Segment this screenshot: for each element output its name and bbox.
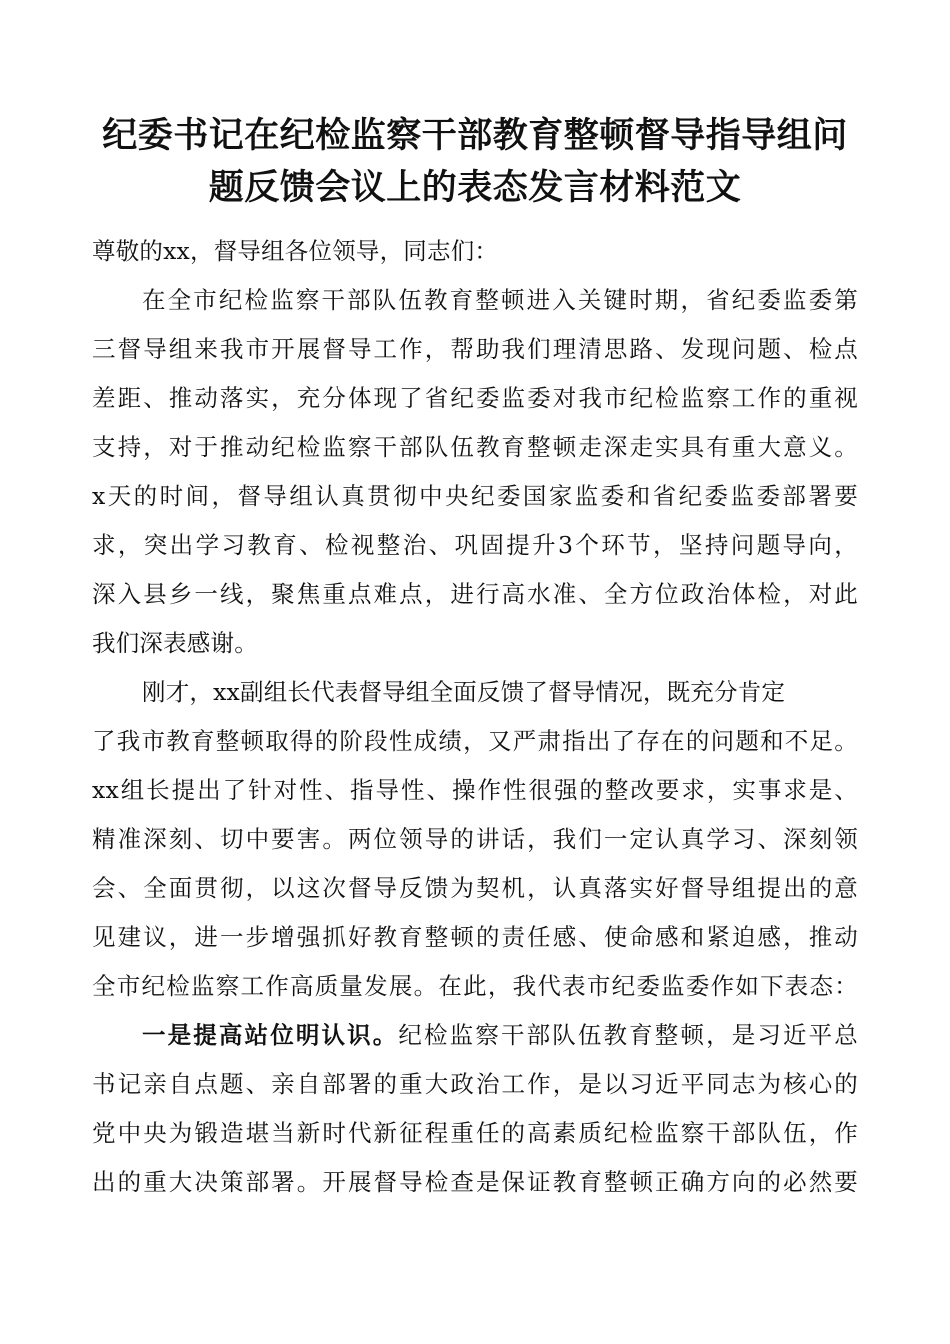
paragraph-line: x天的时间，督导组认真贯彻中央纪委国家监委和省纪委监委部署要 xyxy=(92,482,858,510)
paragraph-line: 出的重大决策部署。开展督导检查是保证教育整顿正确方向的必然要 xyxy=(92,1168,858,1196)
paragraph-line: 会、全面贯彻，以这次督导反馈为契机，认真落实好督导组提出的意 xyxy=(92,874,858,902)
paragraph-1 xyxy=(92,276,858,668)
paragraph-lead-rest: 纪检监察干部队伍教育整顿，是习近平总 xyxy=(398,1021,858,1049)
paragraph-2 xyxy=(92,668,858,1011)
paragraph-line: 了我市教育整顿取得的阶段性成绩，又严肃指出了存在的问题和不足。 xyxy=(92,727,858,755)
document-body xyxy=(92,227,858,1207)
paragraph-lead-heading: 一是提高站位明认识。 xyxy=(142,1021,399,1049)
paragraph-line: 见建议，进一步增强抓好教育整顿的责任感、使命感和紧迫感，推动 xyxy=(92,923,858,951)
paragraph-line: 在全市纪检监察干部队伍教育整顿进入关键时期，省纪委监委第 xyxy=(142,286,858,314)
title-line-1: 纪委书记在纪检监察干部教育整顿督导指导组问 xyxy=(102,116,848,156)
paragraph-line: 书记亲自点题、亲自部署的重大政治工作，是以习近平同志为核心的 xyxy=(92,1070,858,1098)
paragraph-line: 我们深表感谢。 xyxy=(92,629,258,657)
paragraph-line: 党中央为锻造堪当新时代新征程重任的高素质纪检监察干部队伍，作 xyxy=(92,1119,858,1147)
paragraph-line: xx组长提出了针对性、指导性、操作性很强的整改要求，实事求是、 xyxy=(92,776,858,804)
paragraph-line: 全市纪检监察工作高质量发展。在此，我代表市纪委监委作如下表态： xyxy=(92,972,858,1000)
paragraph-line: 支持，对于推动纪检监察干部队伍教育整顿走深走实具有重大意义。 xyxy=(92,433,858,461)
paragraph-line xyxy=(92,1011,858,1060)
title-line-2: 题反馈会议上的表态发言材料范文 xyxy=(208,168,742,208)
paragraph-3 xyxy=(92,1011,858,1207)
salutation: 尊敬的xx，督导组各位领导，同志们： xyxy=(92,237,499,265)
paragraph-line: 求，突出学习教育、检视整治、巩固提升3个环节，坚持问题导向， xyxy=(92,531,858,559)
document-title xyxy=(92,110,858,214)
paragraph-line: 深入县乡一线，聚焦重点难点，进行高水准、全方位政治体检，对此 xyxy=(92,580,858,608)
paragraph-line: 精准深刻、切中要害。两位领导的讲话，我们一定认真学习、深刻领 xyxy=(92,825,858,853)
paragraph-line: 刚才，xx副组长代表督导组全面反馈了督导情况，既充分肯定 xyxy=(142,678,786,706)
paragraph-line: 差距、推动落实，充分体现了省纪委监委对我市纪检监察工作的重视 xyxy=(92,384,858,412)
paragraph-line: 三督导组来我市开展督导工作，帮助我们理清思路、发现问题、检点 xyxy=(92,335,858,363)
